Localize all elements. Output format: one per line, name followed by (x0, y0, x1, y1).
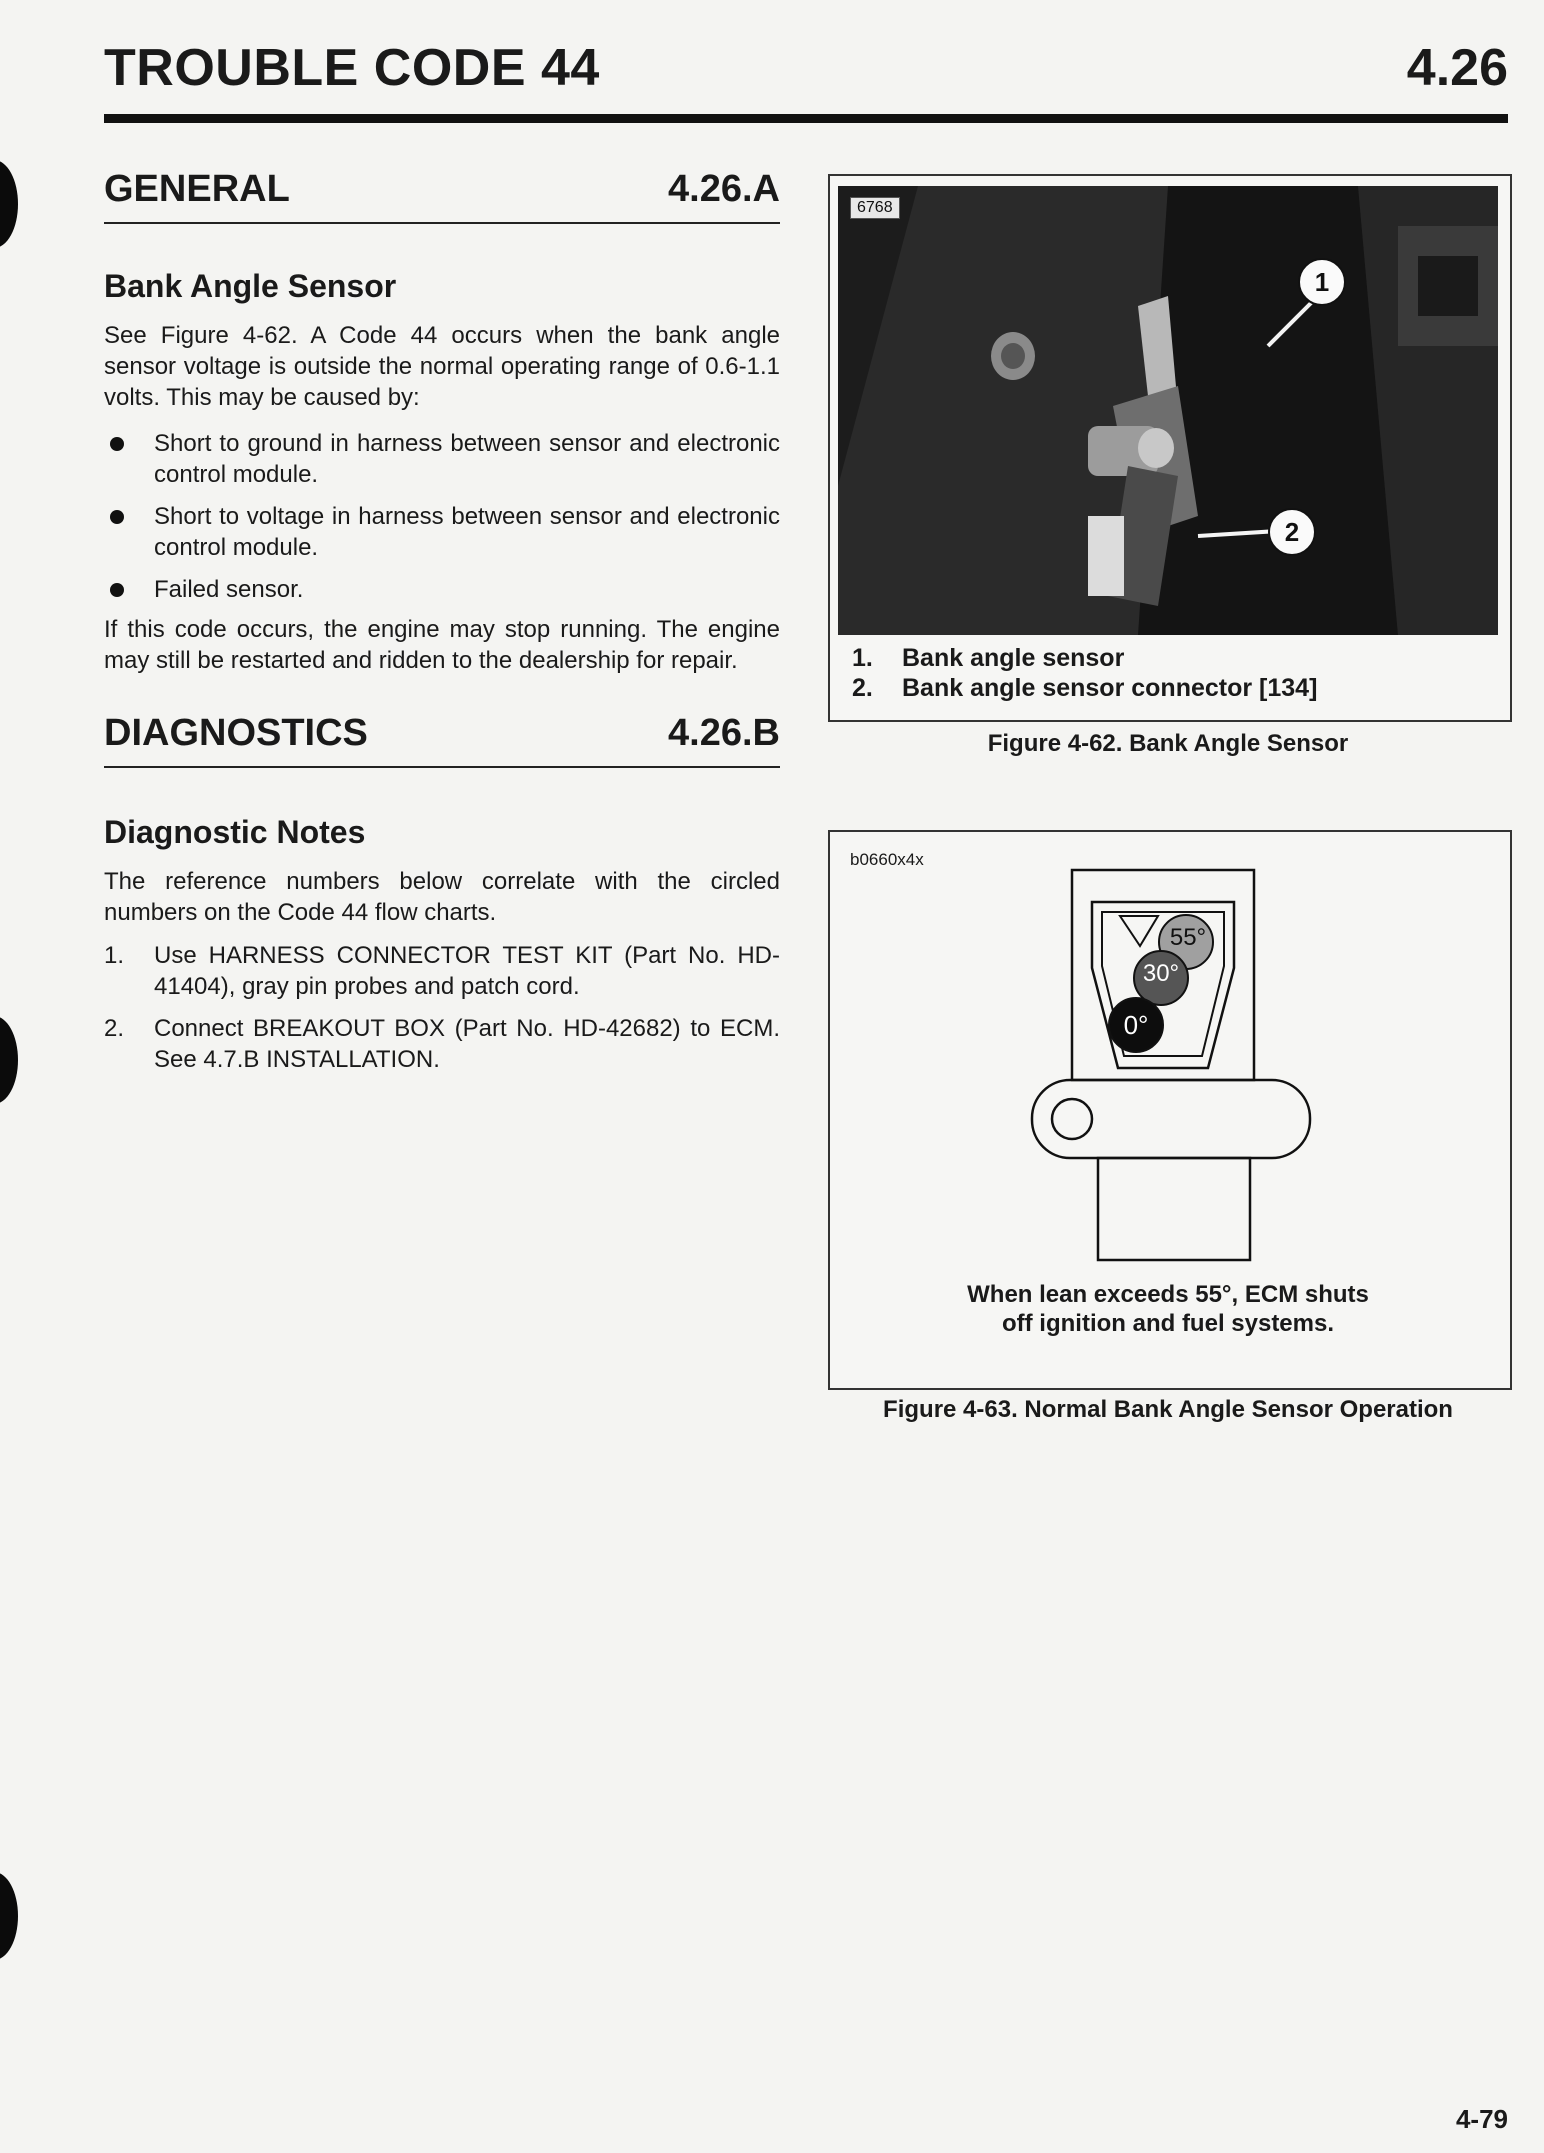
figure-63-caption: Figure 4-63. Normal Bank Angle Sensor Operation (883, 1396, 1453, 1423)
diagnostics-section-heading (104, 712, 780, 768)
list-item: Failed sensor. (104, 574, 780, 605)
section-id: 4.26.B (668, 712, 780, 754)
diagnostic-steps (104, 940, 780, 1086)
legend-item-1: 1. Bank angle sensor (852, 644, 1125, 672)
page-title: TROUBLE CODE 44 (104, 39, 600, 97)
section-number: 4.26 (1406, 39, 1508, 97)
bullet-icon (110, 510, 124, 524)
list-item: 1. Use HARNESS CONNECTOR TEST KIT (Part No. HD-41404), gray pin probes and patch cord. (104, 942, 780, 1000)
list-item: Short to ground in harness between sensor and electronic control module. (104, 428, 780, 490)
sensor-photo (838, 186, 1498, 635)
title-rule (104, 114, 1508, 123)
photo-illustration (838, 186, 1498, 635)
section-id: 4.26.A (668, 168, 780, 210)
cause-list (104, 428, 780, 616)
intro-paragraph: See Figure 4-62. A Code 44 occurs when the bank angle sensor voltage is outside the normal operating range of 0.6-1.1 volts. This may be caused by: (104, 322, 780, 411)
diagnostic-intro: The reference numbers below correlate with the circled numbers on the Code 44 flow charts. (104, 868, 780, 926)
angle-label-55: 55° (1169, 924, 1207, 951)
photo-tag: 6768 (850, 197, 900, 219)
general-section-heading (104, 168, 780, 224)
figure-62-caption: Figure 4-62. Bank Angle Sensor (987, 730, 1349, 757)
bullet-icon (110, 437, 124, 451)
diagram-tag: b0660x4x (850, 850, 924, 869)
section-title: GENERAL (104, 168, 290, 210)
callout-1: 1 (1298, 258, 1346, 306)
legend-item-2: 2. Bank angle sensor connector [134] (852, 674, 1318, 702)
section-title: DIAGNOSTICS (104, 712, 368, 754)
diagram-note-line-2: off ignition and fuel systems. (1001, 1310, 1335, 1337)
subsection-title: Bank Angle Sensor (104, 268, 397, 304)
binder-hole (0, 1016, 18, 1104)
closing-paragraph: If this code occurs, the engine may stop running. The engine may still be restarted and ridden to the dealership for repair. (104, 616, 780, 674)
list-item: Short to voltage in harness between sensor and electronic control module. (104, 501, 780, 563)
angle-label-0: 0° (1123, 1010, 1149, 1040)
binder-hole (0, 1872, 18, 1960)
binder-hole (0, 160, 18, 248)
angle-label-30: 30° (1142, 960, 1180, 987)
subsection-title: Diagnostic Notes (104, 814, 366, 850)
callout-2: 2 (1268, 508, 1316, 556)
page-number: 4-79 (1455, 2104, 1508, 2134)
bullet-icon (110, 583, 124, 597)
diagram-note-line-1: When lean exceeds 55°, ECM shuts (967, 1281, 1369, 1308)
list-item: 2. Connect BREAKOUT BOX (Part No. HD-42682) to ECM. See 4.7.B INSTALLATION. (104, 1015, 780, 1073)
